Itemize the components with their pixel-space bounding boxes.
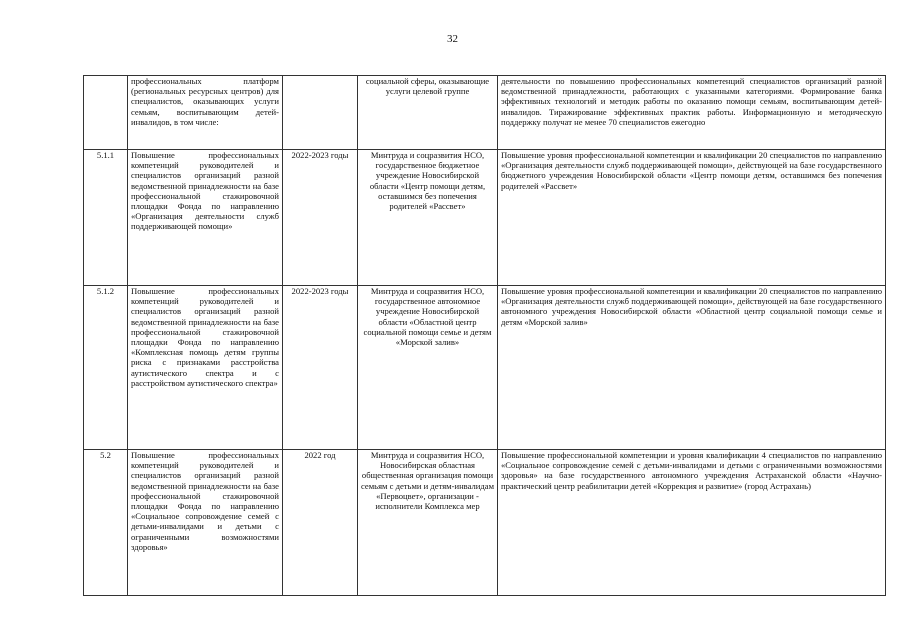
table-row (84, 450, 886, 596)
executor-cell: социальной сферы, оказывающие услуги целевой группе (358, 76, 498, 150)
term-cell: 2022-2023 годы (283, 150, 358, 286)
executor-cell: Минтруда и соцразвития НСО, Новосибирская областная общественная организация помощи семьям с детьми и детям-инвалидам «Первоцвет», организации - исполнители Комплекса мер (358, 450, 498, 596)
row-number: 5.2 (84, 450, 128, 596)
result-cell: деятельности по повышению профессиональных компетенций специалистов организаций разной ведомственной принадлежности, работающих с указанными категориями. Формирование банка эффективных технологий и методик работы по оказанию помощи семьям, воспитывающим детей-инвалидов. Тиражирование эффективных практик работы. Информационную и методическую поддержку получат не менее 70 специалистов ежегодно (498, 76, 886, 150)
event-cell: Повышение профессиональных компетенций руководителей и специалистов организаций разной ведомственной принадлежности на базе профессиональной стажировочной площадки Фонда по направлению «Социальное сопровождение семей с детьми-инвалидами и детьми с ограниченными возможностями здоровья» (128, 450, 283, 596)
row-number: 5.1.2 (84, 286, 128, 450)
table-row (84, 76, 886, 150)
term-cell: 2022-2023 годы (283, 286, 358, 450)
term-cell: 2022 год (283, 450, 358, 596)
page-number: 32 (447, 33, 458, 45)
executor-cell: Минтруда и соцразвития НСО, государственное бюджетное учреждение Новосибирской области «Центр помощи детям, оставшимся без попечения родителей «Рассвет» (358, 150, 498, 286)
executor-cell: Минтруда и соцразвития НСО, государственное автономное учреждение Новосибирской области «Областной центр социальной помощи семье и детям «Морской залив» (358, 286, 498, 450)
result-cell: Повышение профессиональной компетенции и уровня квалификации 4 специалистов по направлению «Социальное сопровождение семей с детьми-инвалидами и детьми с ограниченными возможностями здоровья» на базе государственного автономного учреждения Астраханской области «Научно-практический центр реабилитации детей «Коррекция и развитие» (город Астрахань) (498, 450, 886, 596)
event-cell: профессиональных платформ (региональных ресурсных центров) для специалистов, оказывающих услуги семьям, воспитывающим детей-инвалидов, в том числе: (128, 76, 283, 150)
measures-table (83, 75, 886, 596)
event-cell: Повышение профессиональных компетенций руководителей и специалистов организаций разной ведомственной принадлежности на базе профессиональной стажировочной площадки Фонда по направлению «Комплексная помощь детям группы риска с признаками расстройства аутистического спектра и с расстройством аутистического спектра» (128, 286, 283, 450)
event-cell: Повышение профессиональных компетенций руководителей и специалистов организаций разной ведомственной принадлежности на базе профессиональной стажировочной площадки Фонда по направлению «Организация деятельности служб поддерживающей помощи» (128, 150, 283, 286)
row-number: 5.1.1 (84, 150, 128, 286)
row-number (84, 76, 128, 150)
term-cell (283, 76, 358, 150)
result-cell: Повышение уровня профессиональной компетенции и квалификации 20 специалистов по направлению «Организация деятельности служб поддерживающей помощи», действующей на базе государственного автономного учреждения Новосибирской области «Областной центр социальной помощи семье и детям «Морской залив» (498, 286, 886, 450)
table-row (84, 150, 886, 286)
table-row (84, 286, 886, 450)
result-cell: Повышение уровня профессиональной компетенции и квалификации 20 специалистов по направлению «Организация деятельности служб поддерживающей помощи», действующей на базе государственного бюджетного учреждения Новосибирской области «Центр помощи детям, оставшимся без попечения родителей «Рассвет» (498, 150, 886, 286)
